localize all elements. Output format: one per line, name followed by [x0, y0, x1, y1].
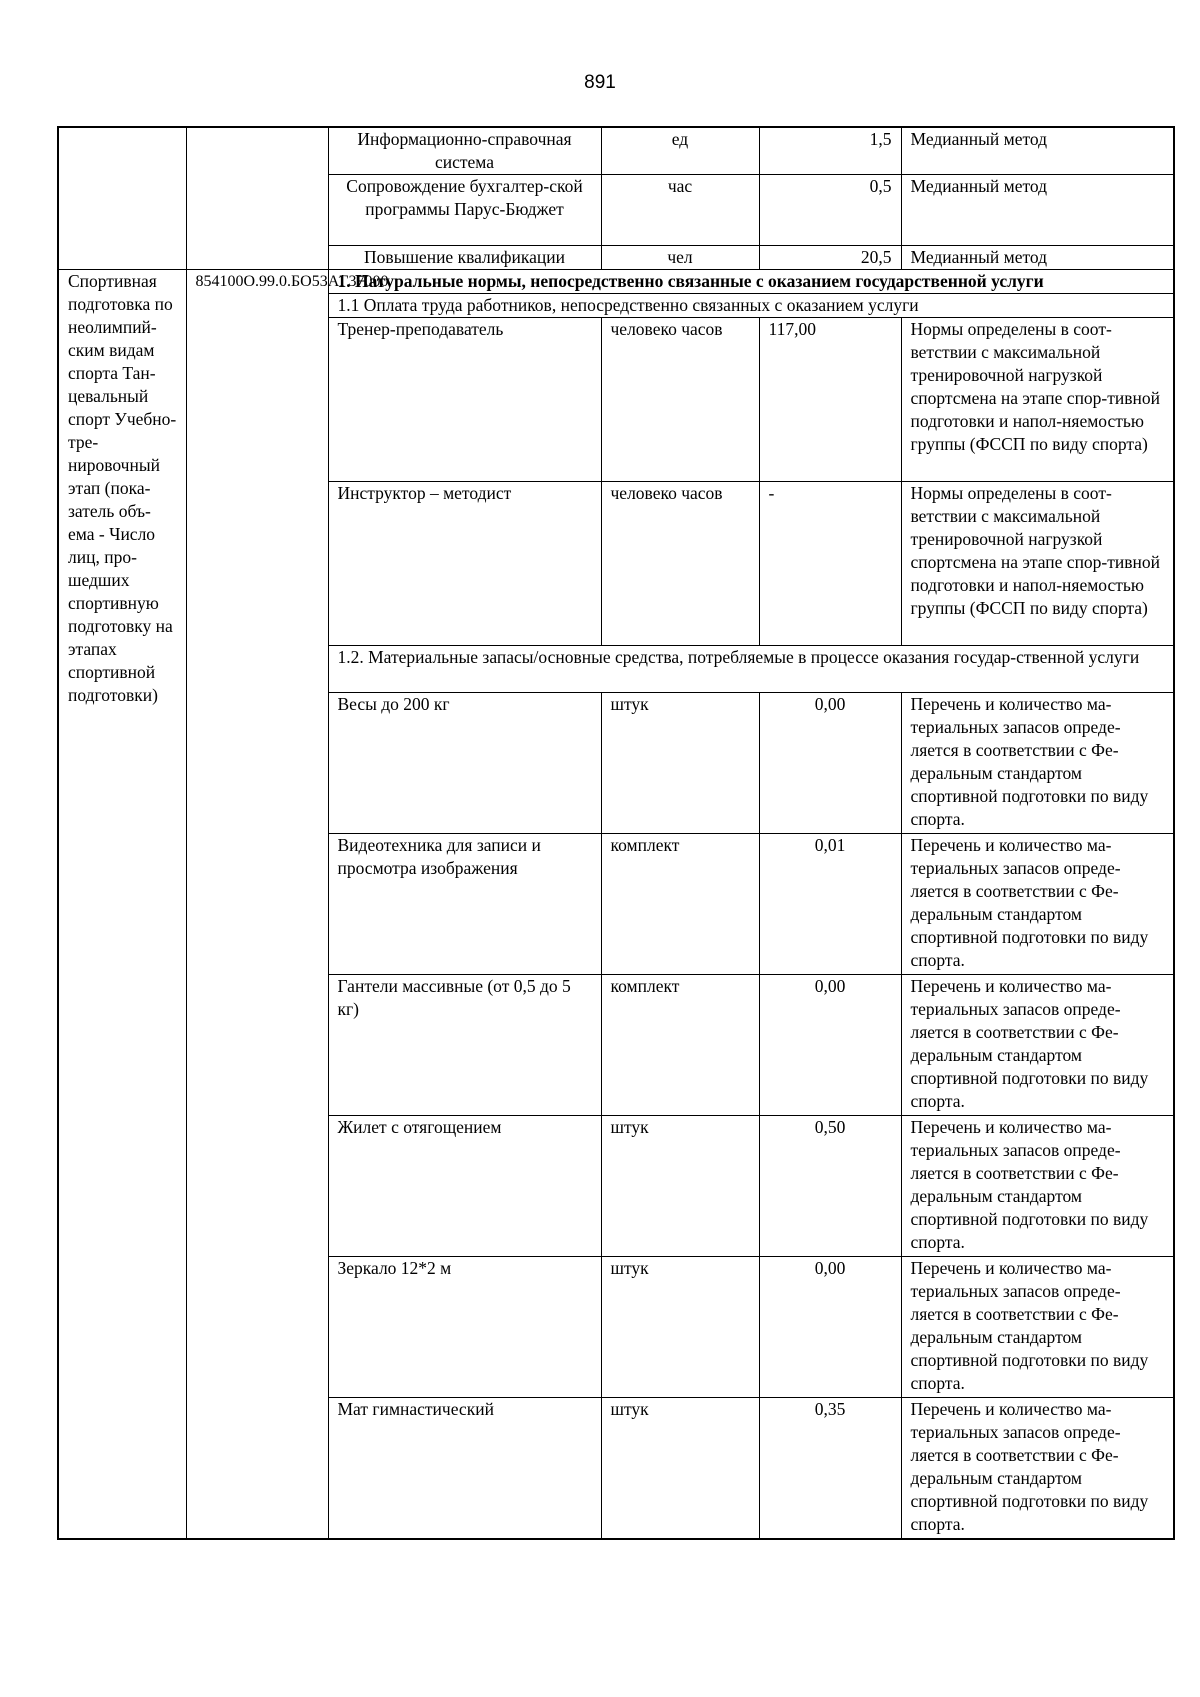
service-code: 854100О.99.0.БО53АГ37000 — [186, 270, 328, 1539]
staff-value: 117,00 — [759, 318, 901, 482]
material-note: Перечень и количество ма-териальных запасов опреде-ляется в соответствии с Фе-деральным стандартом спортивной подготовки по виду спорта. — [901, 834, 1174, 975]
material-unit: штук — [601, 1398, 759, 1539]
norm-value: 0,5 — [759, 175, 901, 246]
staff-note: Нормы определены в соот-ветствии с максимальной тренировочной нагрузкой спортсмена на этапе спор-тивной подготовки и напол-няемостью группы (ФССП по виду спорта) — [901, 482, 1174, 646]
material-name: Гантели массивные (от 0,5 до 5 кг) — [328, 975, 601, 1116]
material-note: Перечень и количество ма-териальных запасов опреде-ляется в соответствии с Фе-деральным стандартом спортивной подготовки по виду спорта. — [901, 1398, 1174, 1539]
material-unit: комплект — [601, 975, 759, 1116]
norm-unit: час — [601, 175, 759, 246]
subsection-title: 1.2. Материальные запасы/основные средства, потребляемые в процессе оказания государ-ственной услуги — [328, 646, 1174, 693]
staff-unit: человеко часов — [601, 482, 759, 646]
table-row — [58, 270, 1174, 294]
empty-cell — [186, 127, 328, 270]
material-name: Весы до 200 кг — [328, 693, 601, 834]
norm-method: Медианный метод — [901, 246, 1174, 270]
page-number: 891 — [584, 72, 616, 93]
norms-table — [57, 126, 1175, 1540]
material-name: Жилет с отягощением — [328, 1116, 601, 1257]
staff-note: Нормы определены в соот-ветствии с максимальной тренировочной нагрузкой спортсмена на этапе спор-тивной подготовки и напол-няемостью группы (ФССП по виду спорта) — [901, 318, 1174, 482]
material-name: Мат гимнастический — [328, 1398, 601, 1539]
material-note: Перечень и количество ма-териальных запасов опреде-ляется в соответствии с Фе-деральным стандартом спортивной подготовки по виду спорта. — [901, 1116, 1174, 1257]
staff-name: Тренер-преподаватель — [328, 318, 601, 482]
subsection-title: 1.1 Оплата труда работников, непосредственно связанных с оказанием услуги — [328, 294, 1174, 318]
staff-name: Инструктор – методист — [328, 482, 601, 646]
norm-value: 20,5 — [759, 246, 901, 270]
service-description: Спортивная подготовка по неолимпий-ским видам спорта Тан-цевальный спорт Учебно-тре-нировочный этап (пока-затель объ-ема - Число лиц, про-шедших спортивную подготовку на этапах спортивной подготовки) — [58, 270, 186, 1539]
empty-cell — [58, 127, 186, 270]
staff-value: - — [759, 482, 901, 646]
norm-method: Медианный метод — [901, 175, 1174, 246]
material-unit: штук — [601, 1116, 759, 1257]
norm-name: Сопровождение бухгалтер-ской программы Парус-Бюджет — [328, 175, 601, 246]
norm-unit: чел — [601, 246, 759, 270]
table-row — [58, 127, 1174, 175]
material-value: 0,35 — [759, 1398, 901, 1539]
material-name: Видеотехника для записи и просмотра изображения — [328, 834, 601, 975]
staff-unit: человеко часов — [601, 318, 759, 482]
material-note: Перечень и количество ма-териальных запасов опреде-ляется в соответствии с Фе-деральным стандартом спортивной подготовки по виду спорта. — [901, 1257, 1174, 1398]
material-value: 0,00 — [759, 975, 901, 1116]
norm-name: Повышение квалификации — [328, 246, 601, 270]
material-value: 0,00 — [759, 693, 901, 834]
section-title: 1. Натуральные нормы, непосредственно связанные с оказанием государственной услуги — [328, 270, 1174, 294]
material-name: Зеркало 12*2 м — [328, 1257, 601, 1398]
material-unit: штук — [601, 1257, 759, 1398]
material-unit: комплект — [601, 834, 759, 975]
norm-method: Медианный метод — [901, 127, 1174, 175]
norm-name: Информационно-справочная система — [328, 127, 601, 175]
material-unit: штук — [601, 693, 759, 834]
material-value: 0,01 — [759, 834, 901, 975]
material-note: Перечень и количество ма-териальных запасов опреде-ляется в соответствии с Фе-деральным стандартом спортивной подготовки по виду спорта. — [901, 975, 1174, 1116]
norm-unit: ед — [601, 127, 759, 175]
material-value: 0,00 — [759, 1257, 901, 1398]
norm-value: 1,5 — [759, 127, 901, 175]
material-note: Перечень и количество ма-териальных запасов опреде-ляется в соответствии с Фе-деральным стандартом спортивной подготовки по виду спорта. — [901, 693, 1174, 834]
material-value: 0,50 — [759, 1116, 901, 1257]
